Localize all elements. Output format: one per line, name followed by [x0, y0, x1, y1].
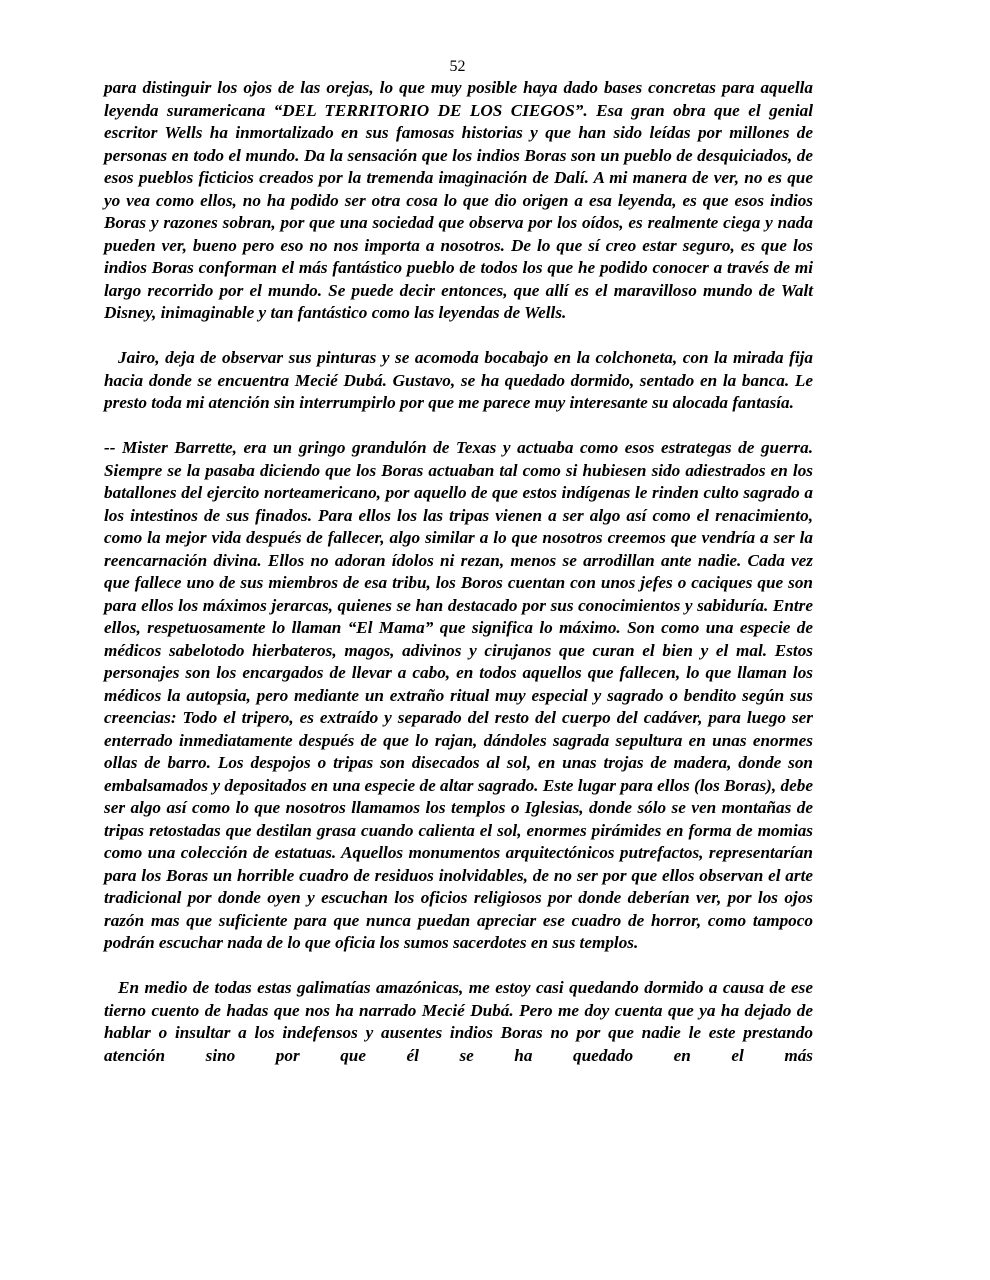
body-text: [104, 77, 813, 1067]
paragraph-1: para distinguir los ojos de las orejas, lo que muy posible haya dado bases concretas para aquella leyenda suramericana “DEL TERRITORIO DE LOS CIEGOS”. Esa gran obra que el genial escritor Wells ha inmortalizado en sus famosas historias y que han sido leídas por millones de personas en todo el mundo. Da la sensación que los indios Boras son un pueblo de desquiciados, de esos pueblos ficticios creados por la tremenda imaginación de Dalí. A mi manera de ver, no es que yo vea como ellos, no ha podido ser otra cosa lo que dio origen a esa leyenda, es que esos indios Boras y razones sobran, por que una sociedad que observa por los oídos, es realmente ciega y nada pueden ver, bueno pero eso no nos importa a nosotros. De lo que sí creo estar seguro, es que los indios Boras conforman el más fantástico pueblo de todos los que he podido conocer a través de mi largo recorrido por el mundo. Se puede decir entonces, que allí es el maravilloso mundo de Walt Disney, inimaginable y tan fantástico como las leyendas de Wells.: [104, 78, 813, 322]
paragraph-3: -- Mister Barrette, era un gringo grandulón de Texas y actuaba como esos estrategas de guerra. Siempre se la pasaba diciendo que los Boras actuaban tal como si hubiesen sido adiestrados en los batallones del ejercito norteamericano, por aquello de que estos indígenas le rinden culto sagrado a los intestinos de sus finados. Para ellos los las tripas vienen a ser algo así como el renacimiento, como la mejor vida después de fallecer, algo similar a lo que nosotros creemos que vendría a ser la reencarnación divina. Ellos no adoran ídolos ni rezan, menos se arrodillan ante nadie. Cada vez que fallece uno de sus miembros de esa tribu, los Boros cuentan con unos jefes o caciques que son para ellos los máximos jerarcas, quienes se han destacado por sus conocimientos y sabiduría. Entre ellos, respetuosamente lo llaman “El Mama” que significa lo máximo. Son como una especie de médicos sabelotodo hierbateros, magos, adivinos y cirujanos que curan el bien y el mal. Estos personajes son los encargados de llevar a cabo, en todos aquellos que fallecen, lo que llaman los médicos la autopsia, pero mediante un extraño ritual muy especial y sagrado o bendito según sus creencias: Todo el tripero, es extraído y separado del resto del cuerpo del cadáver, para luego ser enterrado inmediatamente después de que lo rajan, dándoles sagrada sepultura en unas enormes ollas de barro. Los despojos o tripas son disecados al sol, en unas trojas de madera, donde son embalsamados y depositados en una especie de altar sagrado. Este lugar para ellos (los Boras), debe ser algo así como lo que nosotros llamamos los templos o Iglesias, donde sólo se ven montañas de tripas retostadas que destilan grasa cuando calienta el sol, enormes pirámides en forma de momias como una colección de estatuas. Aquellos monumentos arquitectónicos putrefactos, representarían para los Boras un horrible cuadro de residuos inolvidables, de no ser por que ellos observan el arte tradicional por donde oyen y escuchan los oficios religiosos por donde deberían ver, por los ojos razón mas que suficiente para que nunca puedan apreciar ese cuadro de horror, como tampoco podrán escuchar nada de lo que oficia los sumos sacerdotes en sus templos.: [104, 438, 813, 952]
paragraph-4: En medio de todas estas galimatías amazónicas, me estoy casi quedando dormido a causa de ese tierno cuento de hadas que nos ha narrado Mecié Dubá. Pero me doy cuenta que ya ha dejado de hablar o insultar a los indefensos y ausentes indios Boras no por que nadie le este prestando atención sino por que él se ha quedado en el más: [104, 978, 813, 1065]
page-number: 52: [449, 58, 466, 75]
paragraph-2: Jairo, deja de observar sus pinturas y se acomoda bocabajo en la colchoneta, con la mirada fija hacia donde se encuentra Mecié Dubá. Gustavo, se ha quedado dormido, sentado en la banca. Le presto toda mi atención sin interrumpirlo por que me parece muy interesante su alocada fantasía.: [104, 348, 813, 412]
